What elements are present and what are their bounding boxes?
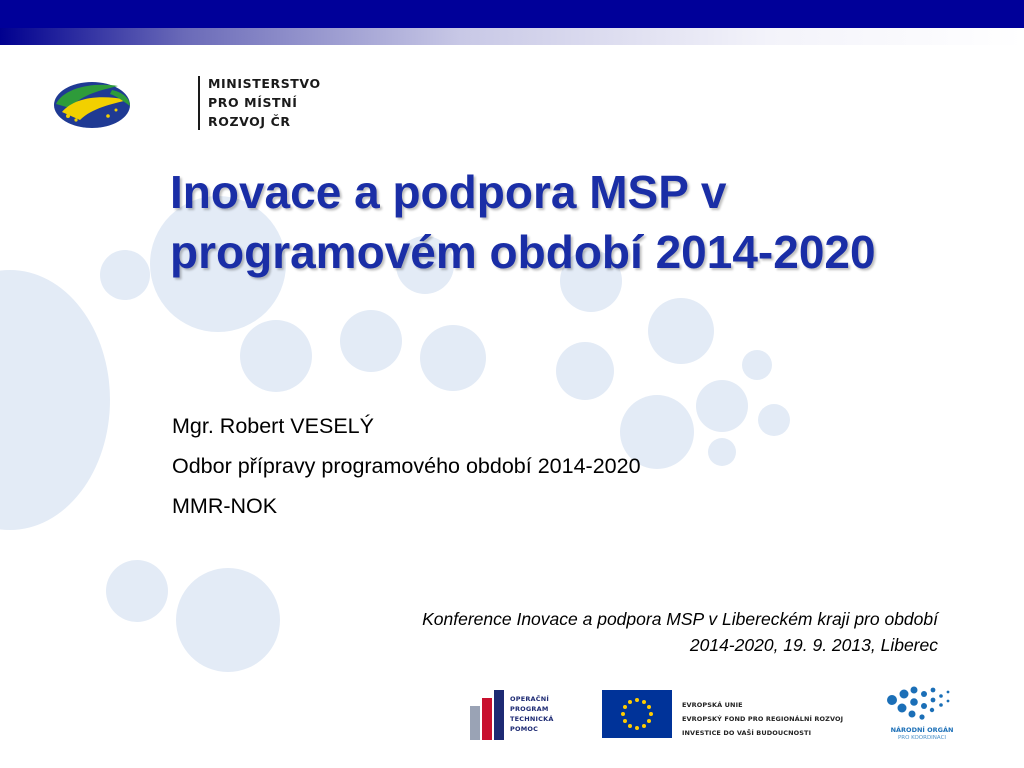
presenter-unit: MMR-NOK — [172, 494, 278, 518]
background-circle — [100, 250, 150, 300]
slide-title-line-1: Inovace a podpora MSP v — [170, 166, 727, 218]
nok-logo-text — [876, 726, 968, 742]
eu-logo — [602, 690, 862, 742]
conference-line-2: 2014-2020, 19. 9. 2013, Liberec — [689, 635, 938, 655]
ministry-logo — [52, 74, 321, 134]
nok-line-1: NÁRODNÍ ORGÁN — [890, 726, 954, 734]
optp-logo-text — [510, 694, 580, 734]
optp-line-4: POMOC — [510, 725, 539, 733]
eu-line-2: EVROPSKÝ FOND PRO REGIONÁLNÍ ROZVOJ — [682, 715, 844, 723]
optp-line-2: PROGRAM — [510, 705, 549, 713]
ministry-divider — [198, 76, 200, 130]
optp-line-3: TECHNICKÁ — [510, 715, 554, 723]
slide-title — [170, 162, 990, 282]
eu-logo-text — [682, 698, 882, 740]
background-circle — [106, 560, 168, 622]
slide-title-line-2: programovém období 2014-2020 — [170, 226, 876, 278]
background-circle — [0, 270, 110, 530]
background-circle — [742, 350, 772, 380]
ministry-line-2: PRO MÍSTNÍ — [208, 95, 298, 110]
background-circle — [420, 325, 486, 391]
optp-line-1: OPERAČNÍ — [510, 695, 549, 703]
presenter-block — [172, 406, 872, 526]
conference-info — [178, 606, 938, 658]
eu-flag-icon — [602, 690, 672, 738]
presenter-department: Odbor přípravy programového období 2014-2020 — [172, 454, 641, 478]
background-circle — [556, 342, 614, 400]
presenter-name: Mgr. Robert VESELÝ — [172, 414, 374, 438]
background-circle — [240, 320, 312, 392]
top-bar — [0, 0, 1024, 28]
nok-dots-icon — [878, 684, 968, 724]
eu-line-3: INVESTICE DO VAŠÍ BUDOUCNOSTI — [682, 729, 812, 737]
background-circle — [648, 298, 714, 364]
ministry-name — [208, 74, 348, 131]
optp-logo — [470, 690, 570, 740]
top-gradient-band — [0, 28, 1024, 45]
ministry-line-3: ROZVOJ ČR — [208, 114, 291, 129]
background-circle — [340, 310, 402, 372]
conference-line-1: Konference Inovace a podpora MSP v Libereckém kraji pro období — [422, 609, 938, 629]
eu-line-1: EVROPSKÁ UNIE — [682, 701, 743, 709]
optp-bars-icon — [470, 690, 506, 740]
ministry-emblem-icon — [52, 78, 134, 130]
nok-line-2: PRO KOORDINACI — [897, 735, 947, 741]
nok-logo — [876, 684, 968, 746]
ministry-line-1: MINISTERSTVO — [208, 76, 321, 91]
